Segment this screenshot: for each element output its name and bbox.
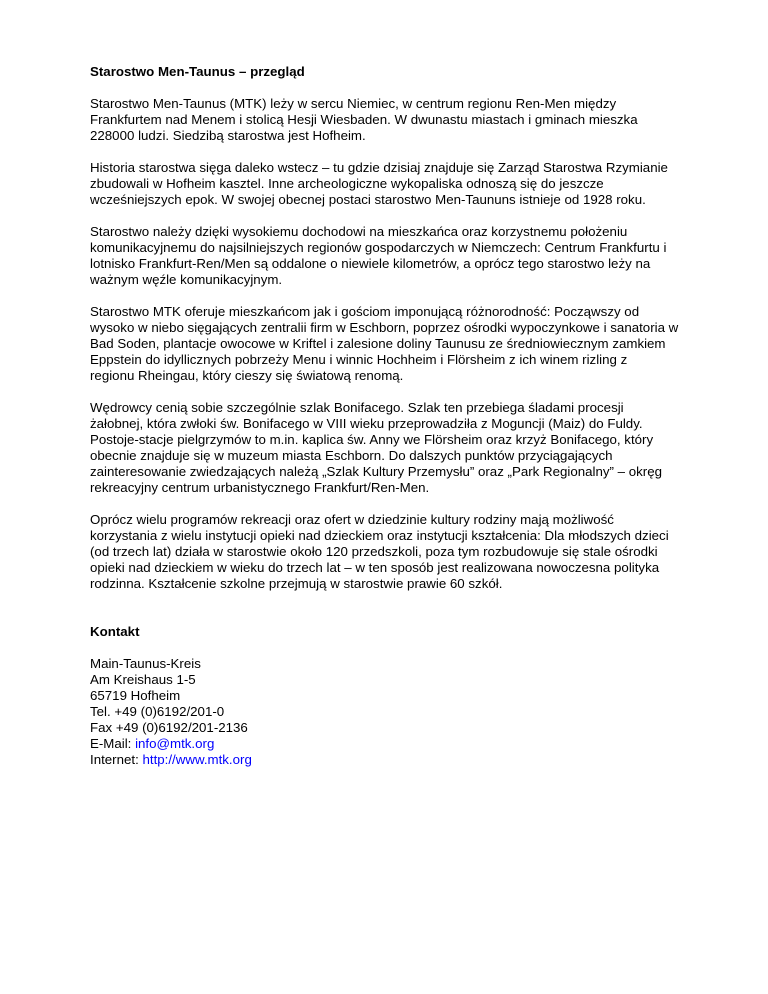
document-title: Starostwo Men-Taunus – przegląd — [90, 64, 305, 79]
email-link[interactable]: info@mtk.org — [135, 736, 215, 751]
website-link[interactable]: http://www.mtk.org — [142, 752, 252, 767]
contact-email-line — [90, 736, 718, 752]
contact-heading: Kontakt — [90, 624, 140, 639]
contact-fax: Fax +49 (0)6192/201-2136 — [90, 720, 248, 735]
paragraph-economy: Starostwo należy dzięki wysokiemu dochodowi na mieszkańca oraz korzystnemu położeniu komunikacyjnemu do najsilniejszych regionów gospodarczych w Niemczech: Centrum Frankfurtu i lotnisko Frankfurt-Ren/Men są oddalone o niewiele kilometrów, a oprócz tego starostwo leży na ważnym węźle komunikacyjnym. — [90, 224, 667, 287]
contact-street: Am Kreishaus 1-5 — [90, 672, 196, 687]
paragraph-intro: Starostwo Men-Taunus (MTK) leży w sercu Niemiec, w centrum regionu Ren-Men między Frankfurtem nad Menem i stolicą Hesji Wiesbaden. W dwunastu miastach i gminach mieszka 228000 ludzi. Siedzibą starostwa jest Hofheim. — [90, 96, 638, 143]
contact-block — [90, 656, 718, 768]
contact-name: Main-Taunus-Kreis — [90, 656, 201, 671]
paragraph-boniface-trail: Wędrowcy cenią sobie szczególnie szlak Bonifacego. Szlak ten przebiega śladami procesji żałobnej, która zwłoki św. Bonifacego w VIII wieku przeprowadziła z Moguncji (Maiz) do Fuldy. Postoje-stacje pielgrzymów to m.in. kaplica św. Anny we Flörsheim oraz krzyż Bonifacego, który obecnie znajduje się w muzeum miasta Eschborn. Do dalszych punktów przyciągających zainteresowanie zwiedzających należą „Szlak Kultury Przemysłu” oraz „Park Regionalny” – okręg rekreacyjny centrum urbanistycznego Frankfurt/Ren-Men. — [90, 400, 663, 495]
contact-email-label: E-Mail: — [90, 736, 136, 751]
contact-city: 65719 Hofheim — [90, 688, 181, 703]
paragraph-family: Oprócz wielu programów rekreacji oraz ofert w dziedzinie kultury rodziny mają możliwość korzystania z wielu instytucji opieki nad dzieckiem oraz instytucji kształcenia: Dla młodszych dzieci (od trzech lat) działa w starostwie około 120 przedszkoli, poza tym rozbudowuje się stale ośrodki opieki nad dzieckiem w wieku do trzech lat – w ten sposób jest realizowana nowoczesna polityka rodzinna. Kształcenie szkolne przejmują w starostwie prawie 60 szkół. — [90, 512, 669, 591]
paragraph-attractions: Starostwo MTK oferuje mieszkańcom jak i gościom imponującą różnorodność: Począwszy od wysoko w niebo sięgających zentralii firm w Eschborn, poprzez ośrodki wypoczynkowe i sanatoria w Bad Soden, plantacje owocowe w Kriftel i zalesione doliny Taunusu ze średniowiecznym zamkiem Eppstein do idyllicznych pobrzeży Menu i winnic Hochheim i Flörsheim z ich winem rizling z regionu Rheingau, który cieszy się światową renomą. — [90, 304, 679, 383]
paragraph-history: Historia starostwa sięga daleko wstecz – tu gdzie dzisiaj znajduje się Zarząd Starostwa Rzymianie zbudowali w Hofheim kasztel. Inne archeologiczne wykopaliska odnoszą się do jeszcze wcześniejszych epok. W swojej obecnej postaci starostwo Men-Taununs istnieje od 1928 roku. — [90, 160, 668, 207]
contact-internet-line — [90, 752, 718, 768]
contact-internet-label: Internet: — [90, 752, 143, 767]
contact-tel: Tel. +49 (0)6192/201-0 — [90, 704, 225, 719]
document-page — [90, 64, 718, 768]
